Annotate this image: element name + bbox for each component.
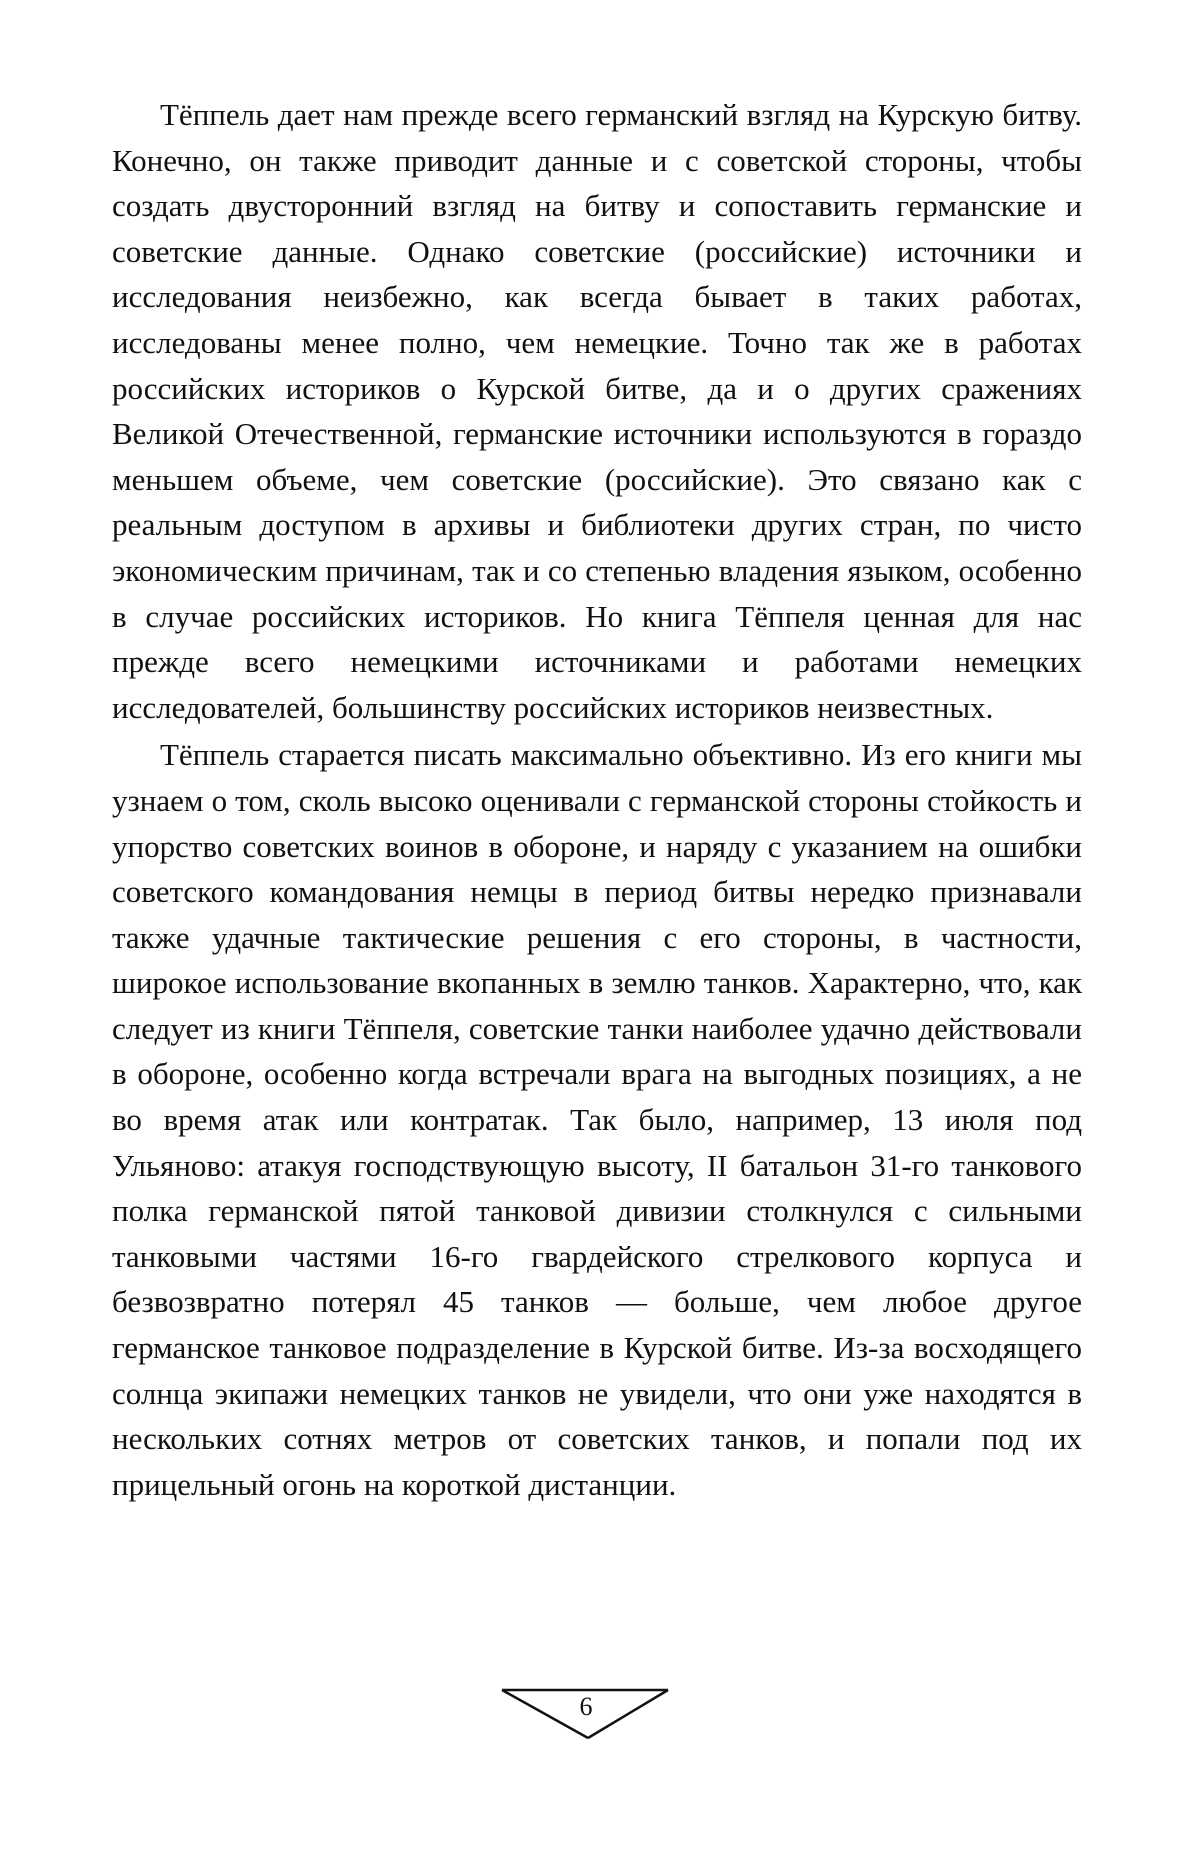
- page-number-ornament: [496, 1686, 676, 1742]
- page-body: [112, 92, 1082, 1507]
- paragraph-1: Тёппель дает нам прежде всего германский взгляд на Курскую битву. Конечно, он также приводит данные и с советской стороны, чтобы создать двусторонний взгляд на битву и сопоставить германские и советские данные. Однако советские (российские) источники и исследования неизбежно, как всегда бывает в таких работах, исследованы менее полно, чем немецкие. Точно так же в работах российских историков о Курской битве, да и о других сражениях Великой Отечественной, германские источники используются в гораздо меньшем объеме, чем советские (российские). Это связано как с реальным доступом в архивы и библиотеки других стран, по чисто экономическим причинам, так и со степенью владения языком, особенно в случае российских историков. Но книга Тёппеля ценная для нас прежде всего немецкими источниками и работами немецких исследователей, большинству российских историков неизвестных.: [112, 97, 1082, 725]
- page-number: 6: [579, 1692, 593, 1721]
- paragraph-2: Тёппель старается писать максимально объективно. Из его книги мы узнаем о том, сколь высоко оценивали с германской стороны стойкость и упорство советских воинов в обороне, и наряду с указанием на ошибки советского командования немцы в период битвы нередко признавали также удачные тактические решения с его стороны, в частности, широкое использование вкопанных в землю танков. Характерно, что, как следует из книги Тёппеля, советские танки наиболее удачно действовали в обороне, особенно когда встречали врага на выгодных позициях, а не во время атак или контратак. Так было, например, 13 июля под Ульяново: атакуя господствующую высоту, II батальон 31-го танкового полка германской пятой танковой дивизии столкнулся с сильными танковыми частями 16-го гвардейского стрелкового корпуса и безвозвратно потерял 45 танков — больше, чем любое другое германское танковое подразделение в Курской битве. Из-за восходящего солнца экипажи немецких танков не увидели, что они уже находятся в нескольких сотнях метров от советских танков, и попали под их прицельный огонь на короткой дистанции.: [112, 737, 1082, 1502]
